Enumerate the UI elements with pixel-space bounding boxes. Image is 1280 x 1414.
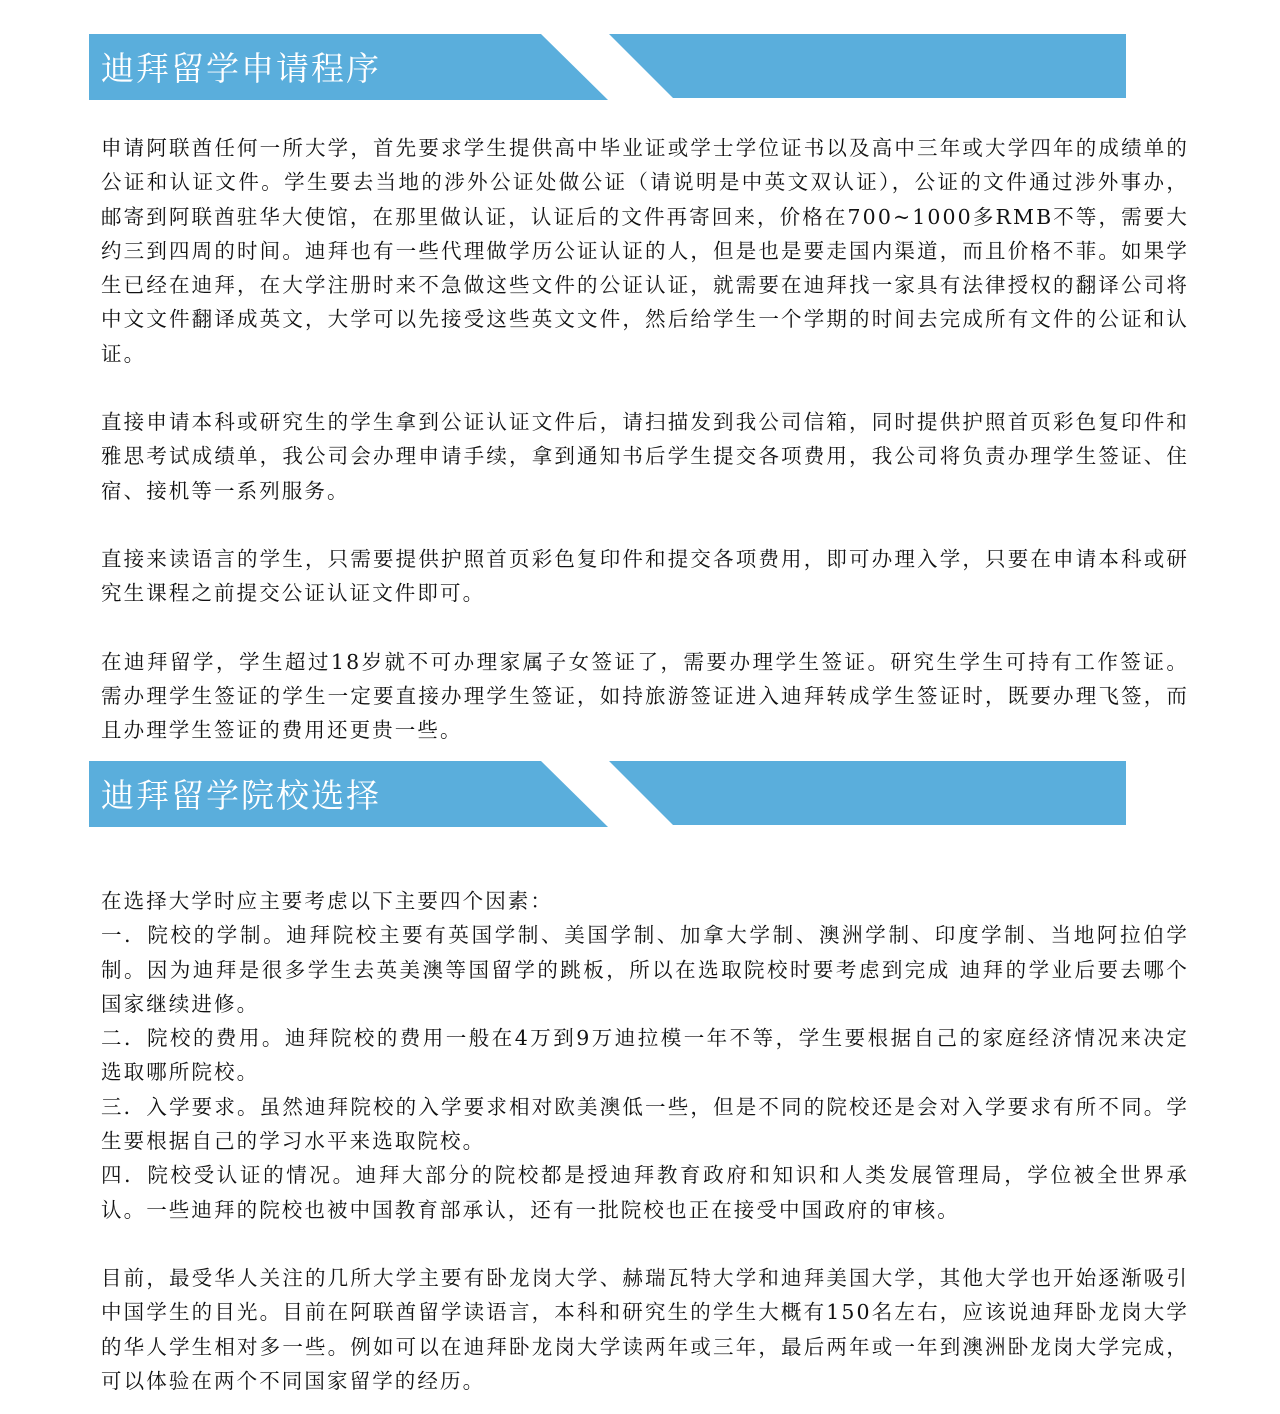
- factor-item: 一．院校的学制。迪拜院校主要有英国学制、美国学制、加拿大学制、澳洲学制、印度学制、当地阿拉伯学制。因为迪拜是很多学生去英美澳等国留学的跳板，所以在选取院校时要考虑到完成 迪拜的学业后要去哪个国家继续进修。: [101, 923, 1189, 1016]
- paragraph: 在迪拜留学，学生超过18岁就不可办理家属子女签证了，需要办理学生签证。研究生学生可持有工作签证。需办理学生签证的学生一定要直接办理学生签证，如持旅游签证进入迪拜转成学生签证时，既要办理飞签，而且办理学生签证的费用还更贵一些。: [101, 649, 1189, 743]
- paragraph: 直接来读语言的学生，只需要提供护照首页彩色复印件和提交各项费用，即可办理入学，只要在申请本科或研究生课程之前提交公证认证文件即可。: [101, 546, 1189, 606]
- paragraph: 申请阿联酋任何一所大学，首先要求学生提供高中毕业证或学士学位证书以及高中三年或大学四年的成绩单的公证和认证文件。学生要去当地的涉外公证处做公证（请说明是中英文双认证），公证的文件通过涉外事办，邮寄到阿联酋驻华大使馆，在那里做认证，认证后的文件再寄回来，价格在700~1000多RMB不等，需要大约三到四周的时间。迪拜也有一些代理做学历公证认证的人，但是也是要走国内渠道，而且价格不菲。如果学生已经在迪拜，在大学注册时来不急做这些文件的公证认证，就需要在迪拜找一家具有法律授权的翻译公司将中文文件翻译成英文，大学可以先接受这些英文文件，然后给学生一个学期的时间去完成所有文件的公证和认证。: [101, 136, 1189, 366]
- factor-item: 二．院校的费用。迪拜院校的费用一般在4万到9万迪拉模一年不等，学生要根据自己的家庭经济情况来决定选取哪所院校。: [101, 1026, 1189, 1085]
- section-body-application: [101, 131, 1189, 747]
- section-banner-application: [89, 34, 1126, 100]
- paragraph: 直接申请本科或研究生的学生拿到公证认证文件后，请扫描发到我公司信箱，同时提供护照首页彩色复印件和雅思考试成绩单，我公司会办理申请手续，拿到通知书后学生提交各项费用，我公司将负责办理学生签证、住宿、接机等一系列服务。: [101, 410, 1189, 503]
- intro-text: 在选择大学时应主要考虑以下主要四个因素：: [101, 889, 553, 913]
- section-banner-school-selection: [89, 761, 1126, 827]
- section-title: 迪拜留学申请程序: [101, 49, 381, 88]
- closing-paragraph: 目前，最受华人关注的几所大学主要有卧龙岗大学、赫瑞瓦特大学和迪拜美国大学，其他大学也开始逐渐吸引中国学生的目光。目前在阿联酋留学读语言，本科和研究生的学生大概有150名左右，应该说迪拜卧龙岗大学的华人学生相对多一些。例如可以在迪拜卧龙岗大学读两年或三年，最后两年或一年到澳洲卧龙岗大学完成，可以体验在两个不同国家留学的经历。: [101, 1265, 1189, 1393]
- section-title: 迪拜留学院校选择: [101, 776, 381, 815]
- factor-item: 三．入学要求。虽然迪拜院校的入学要求相对欧美澳低一些，但是不同的院校还是会对入学要求有所不同。学生要根据自己的学习水平来选取院校。: [101, 1094, 1189, 1154]
- factor-item: 四．院校受认证的情况。迪拜大部分的院校都是授迪拜教育政府和知识和人类发展管理局，学位被全世界承认。一些迪拜的院校也被中国教育部承认，还有一批院校也正在接受中国政府的审核。: [101, 1163, 1189, 1222]
- section-body-school-selection: [101, 884, 1189, 1398]
